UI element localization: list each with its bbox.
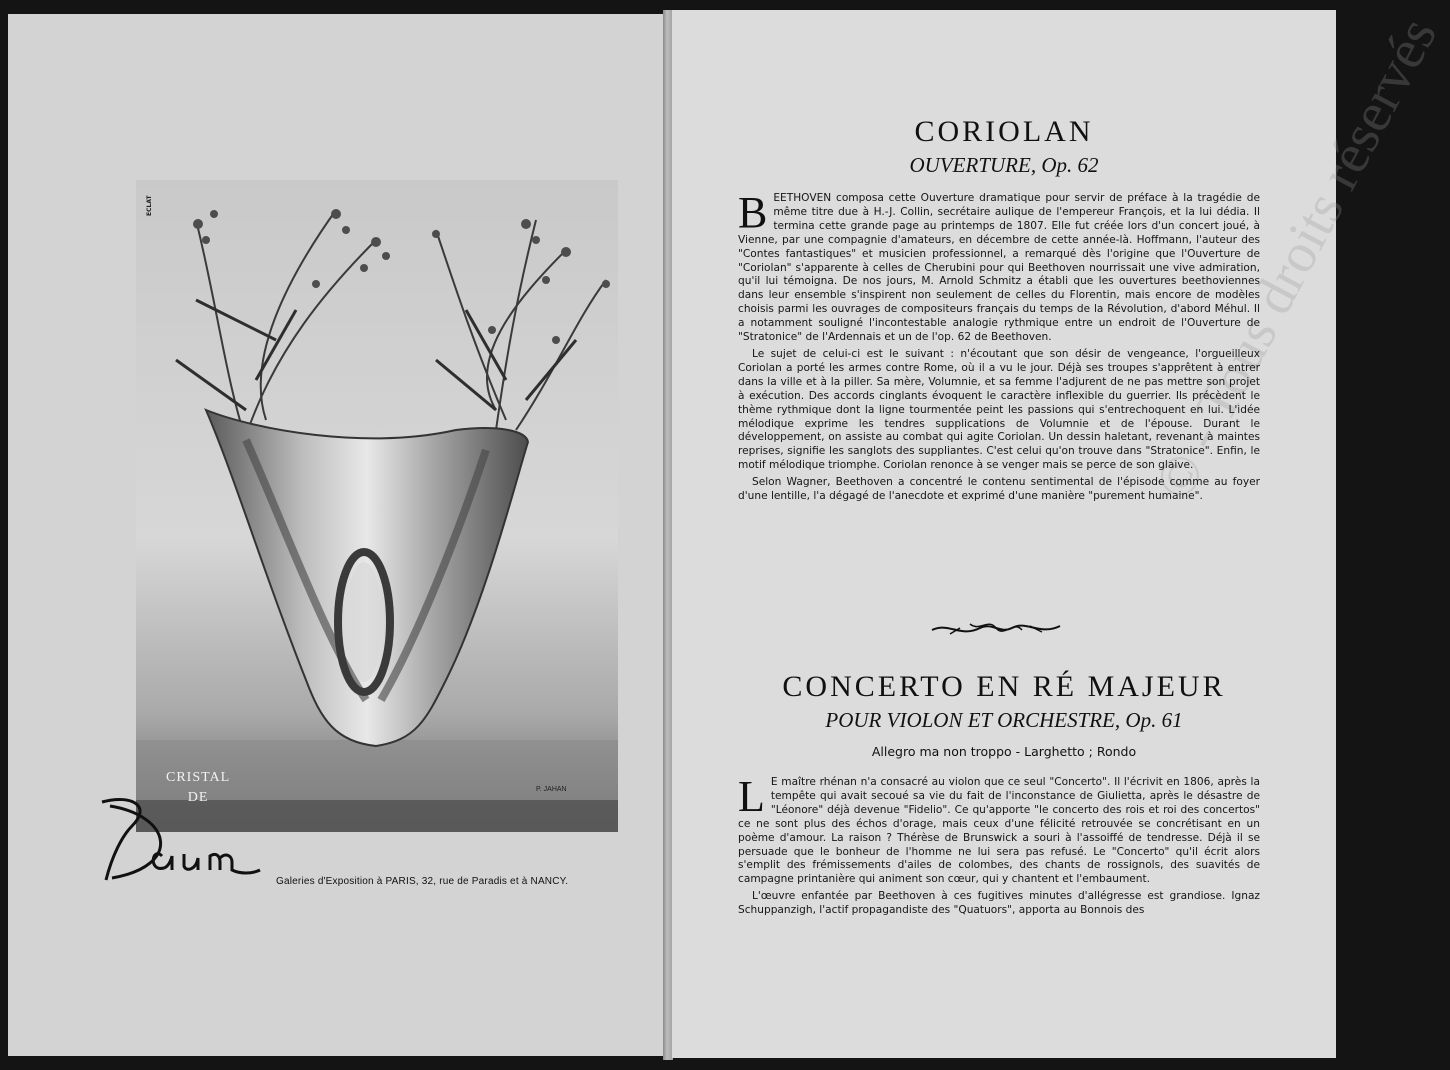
photo-stamp: ECLAT [146, 195, 153, 216]
concerto-paragraph-2: L'œuvre enfantée par Beethoven à ces fugitives minutes d'allégresse est grandiose. Ignaz Schuppanzigh, l'actif propagandiste des "Quatuors", apporta au Bonnois des [738, 890, 1260, 917]
coriolan-paragraph-2: Le sujet de celui-ci est le suivant : n'écoutant que son désir de vengeance, l'orgueilleux Coriolan a porté les armes contre Rome, où il a vu le jour. Déjà ses troupes s'apprêtent à entrer dans la ville et à la piller. Sa mère, Volumnie, et sa femme l'adjurent de ne pas mettre son projet à exécution. Des accords cinglants évoquent le caractère inflexible du guerrier. Ils précèdent le thème rythmique dont la ligne tourmentée peint les passions qui s'entrechoquent en lui. L'idée mélodique exprime les tendres supplications de Volumnie et de l'épouse. Durant le développement, on assiste au combat qui agite Coriolan. Un dessin haletant, revenant à maintes reprises, signifie les sanglots des suppliantes. C'est celui qu'on trouve dans "Stratonice". Enfin, le motif mélodique triomphe. Coriolan renonce à se venger mais se perce de son glaive. [738, 347, 1260, 472]
coriolan-dropcap: B [738, 188, 768, 237]
concerto-paragraph-1: E maître rhénan n'a consacré au violon que ce seul "Concerto". Il l'écrivit en 1806, après la tempête qui avait secoué sa vie du fait de l'inconstance de Giulietta, après le désastre de "Léonore" déjà devenue "Fidelio". Ce qu'apporte "le concerto des rois et roi des concertos" ce ne sont plus des échos d'orage, mais ceux d'une félicité retrouvée se concrétisant en un poème d'amour. La raison ? Thérèse de Brunswick a souri à l'assoiffé de tendresse. Déjà il se persuade que le bonheur de l'homme ne lui sera pas refusé. Le "Concerto" qu'il écrit alors s'emplit des frémissements d'ailes de colombes, des chants de rossignols, des suavités de campagne printanière qui animent son cœur, qui y chantent et l'embaument. [738, 776, 1260, 886]
photo-credit: P. JAHAN [536, 786, 567, 793]
left-page [8, 14, 665, 1056]
vase-image [136, 180, 618, 832]
vase-photograph [136, 180, 618, 832]
galleries-address: Galeries d'Exposition à PARIS, 32, rue de Paradis et à NANCY. [276, 876, 569, 887]
decorative-ornament [930, 614, 1062, 644]
concerto-text [738, 772, 1260, 921]
coriolan-paragraph-3: Selon Wagner, Beethoven a concentré le contenu sentimental de l'épisode comme au foyer d'une lentille, l'a dégagé de l'anecdote et exprimé d'une manière "purement humaine". [738, 476, 1260, 503]
concerto-title: CONCERTO EN RÉ MAJEUR [782, 670, 1226, 703]
right-page [672, 7, 1449, 1058]
concerto-movements: Allegro ma non troppo - Larghetto ; Rondo [871, 744, 1137, 759]
ad-label-line1: CRISTAL [166, 770, 231, 785]
coriolan-subtitle: OUVERTURE, Op. 62 [909, 153, 1099, 177]
coriolan-text [738, 188, 1260, 507]
concerto-dropcap: L [738, 772, 765, 821]
copyright-watermark: © - Tous droits réservés [1142, 7, 1449, 510]
ad-label-line2: DE [187, 790, 209, 805]
coriolan-paragraph-1: EETHOVEN composa cette Ouverture dramatique pour servir de préface à la tragédie de même titre due à H.-J. Collin, secrétaire aulique de l'empereur François, et la lui dédia. Il termina cette grande page au printemps de 1807. Elle fut créée lors d'un concert joué, à Vienne, par une compagnie d'amateurs, en décembre de cette année-là. Hoffmann, l'auteur des "Contes fantastiques" et musicien professionnel, a remarqué dès l'origine que l'Ouverture de "Coriolan" s'apparente à celles de Cherubini pour qui Beethoven nourrissait une vive admiration, qu'il lui témoigna. De nos jours, M. Arnold Schmitz a établi que les ouvertures beethoviennes dans leur ensemble s'inspirent non seulement de celles du Florentin, mais encore de modèles choisis parmi les ouvrages de compositeurs français du temps de la Révolution, d'abord Méhul. Il a notamment souligné l'incontestable analogie rythmique entre un endroit de l'Ouverture de "Stratonice" de l'Ardennais et un de l'op. 62 de Beethoven. [738, 192, 1260, 344]
daum-logo [92, 796, 262, 886]
concerto-subtitle: POUR VIOLON ET ORCHESTRE, Op. 61 [825, 708, 1183, 732]
coriolan-title: CORIOLAN [914, 115, 1094, 148]
